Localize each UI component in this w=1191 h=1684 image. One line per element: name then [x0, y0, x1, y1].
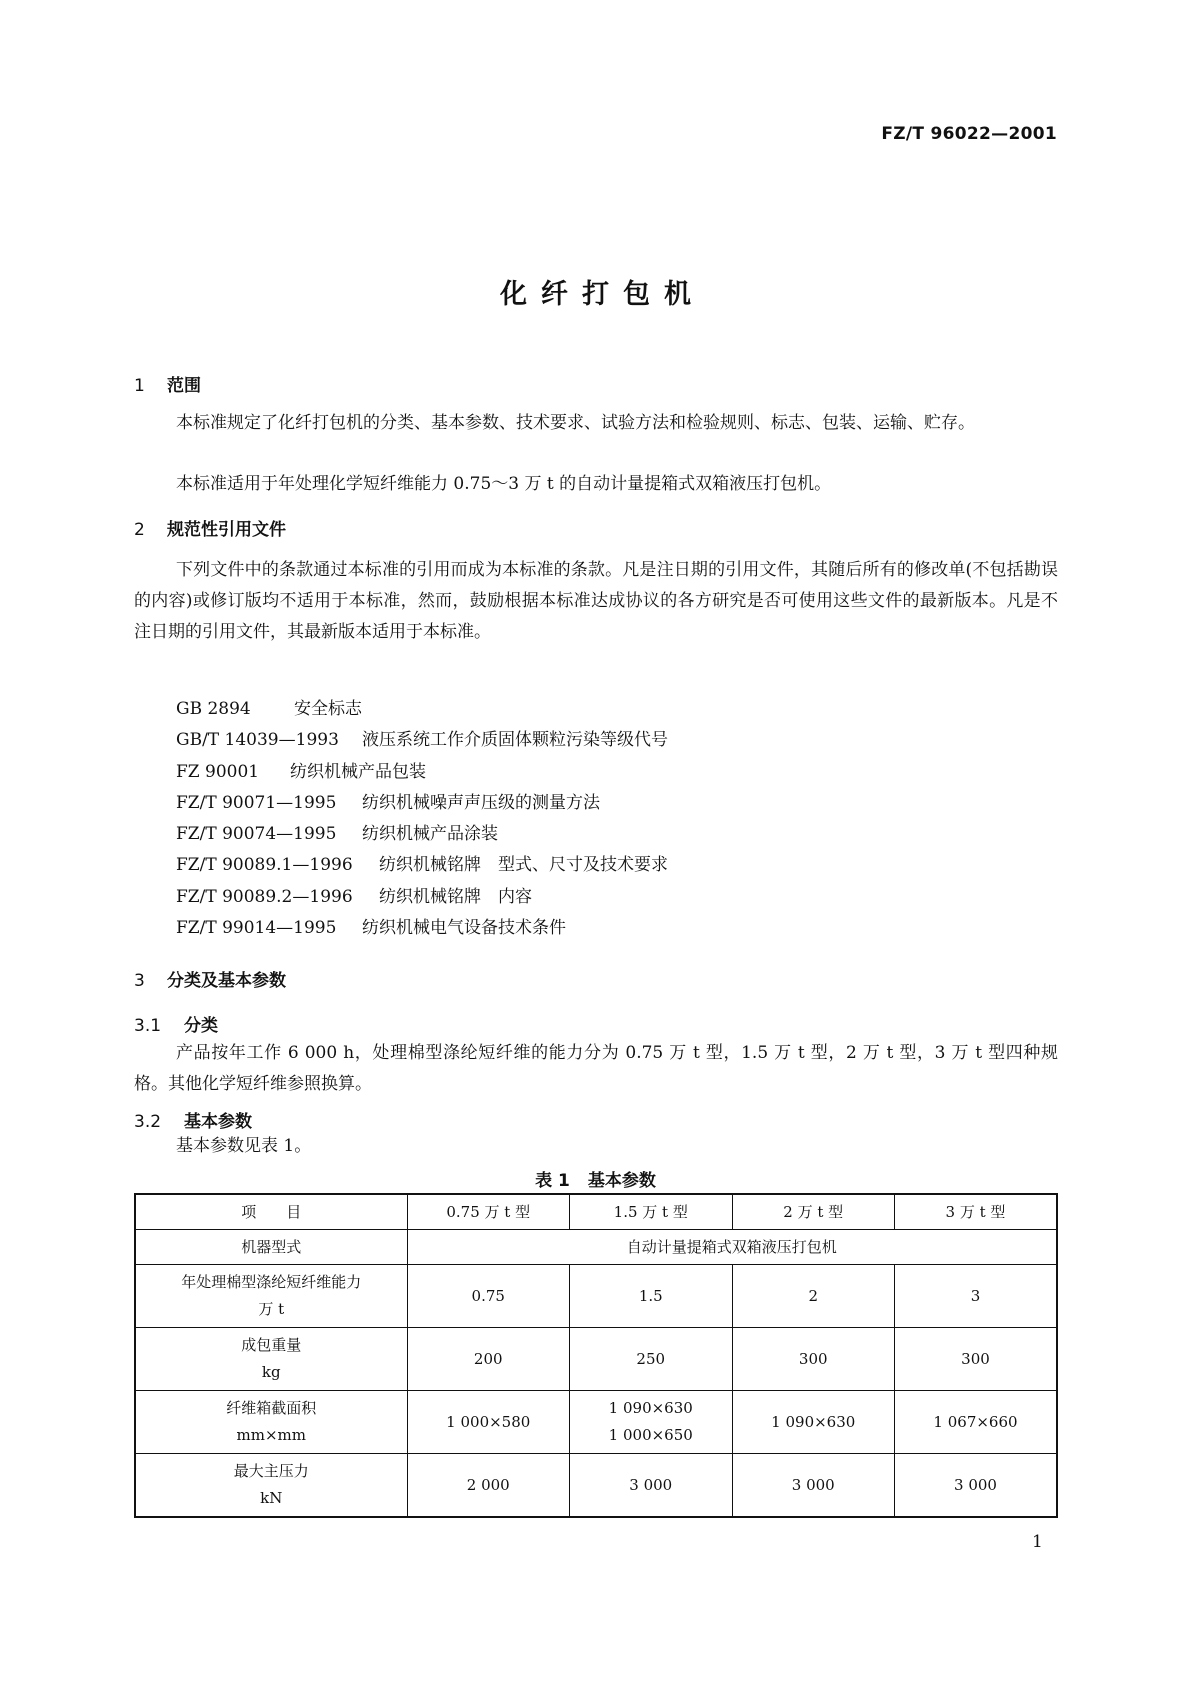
reference-list	[176, 694, 668, 944]
table-row	[135, 1391, 1057, 1454]
section-number: 3.2	[134, 1112, 162, 1132]
section-3-2-paragraph: 基本参数见表 1。	[176, 1136, 312, 1156]
section-title: 基本参数	[184, 1112, 252, 1132]
table-row	[135, 1230, 1057, 1265]
section-title: 范围	[167, 376, 201, 396]
header-cell: 项 目	[135, 1194, 407, 1230]
table-row	[135, 1454, 1057, 1518]
reference-code: FZ 90001	[176, 761, 260, 782]
row-label-name: 最大主压力	[233, 1462, 309, 1480]
table-cell: 3 000	[895, 1454, 1058, 1518]
table-cell: 1.5	[570, 1265, 733, 1328]
row-label-name: 成包重量	[241, 1336, 302, 1354]
basic-parameters-table	[134, 1193, 1058, 1518]
row-label-unit: mm×mm	[236, 1426, 306, 1444]
row-label-unit: kN	[260, 1489, 283, 1507]
table-cell: 3 000	[570, 1454, 733, 1518]
section-number: 2	[134, 520, 145, 540]
reference-code: FZ/T 90071—1995	[176, 792, 337, 813]
reference-item	[176, 788, 668, 819]
reference-title: 安全标志	[294, 699, 362, 719]
table-caption	[0, 1166, 1191, 1191]
reference-title: 纺织机械产品包装	[290, 761, 426, 782]
section-number: 1	[134, 376, 145, 396]
table-header-row	[135, 1194, 1057, 1230]
reference-item	[176, 850, 668, 881]
row-label	[135, 1265, 407, 1328]
table-cell: 1 090×630	[732, 1391, 895, 1454]
reference-item	[176, 882, 668, 913]
header-cell: 2 万 t 型	[732, 1194, 895, 1230]
table-row	[135, 1265, 1057, 1328]
reference-item	[176, 913, 668, 944]
row-label-unit: 万 t	[258, 1300, 285, 1318]
reference-title: 纺织机械产品涂装	[362, 824, 498, 845]
page-number: 1	[1032, 1532, 1043, 1552]
reference-item	[176, 725, 668, 756]
header-cell: 3 万 t 型	[895, 1194, 1058, 1230]
row-label-unit: kg	[261, 1363, 281, 1381]
table-cell: 3	[895, 1265, 1058, 1328]
section-1-heading	[134, 371, 201, 396]
section-3-2-heading	[134, 1107, 252, 1132]
table-number: 表 1	[535, 1171, 570, 1191]
section-title: 分类及基本参数	[167, 971, 286, 991]
table-cell: 0.75	[407, 1265, 570, 1328]
reference-code: GB 2894	[176, 699, 251, 719]
section-title: 规范性引用文件	[167, 520, 286, 540]
table-row	[135, 1328, 1057, 1391]
cell-line: 1 090×630	[608, 1399, 693, 1417]
reference-code: GB/T 14039—1993	[176, 730, 339, 751]
reference-code: FZ/T 90089.1—1996	[176, 855, 353, 876]
reference-item	[176, 757, 668, 788]
table-cell: 2	[732, 1265, 895, 1328]
reference-code: FZ/T 90089.2—1996	[176, 886, 353, 907]
table-cell: 2 000	[407, 1454, 570, 1518]
cell-line: 1 000×650	[608, 1426, 693, 1444]
row-label	[135, 1328, 407, 1391]
section-number: 3	[134, 971, 145, 991]
reference-code: FZ/T 99014—1995	[176, 918, 337, 939]
table-cell: 1 000×580	[407, 1391, 570, 1454]
table-cell: 200	[407, 1328, 570, 1391]
reference-title: 纺织机械铭牌 型式、尺寸及技术要求	[379, 855, 668, 876]
reference-code: FZ/T 90074—1995	[176, 824, 337, 845]
reference-item	[176, 694, 668, 725]
reference-title: 纺织机械铭牌 内容	[379, 886, 532, 907]
row-label-name: 年处理棉型涤纶短纤维能力	[181, 1273, 362, 1291]
table-cell: 250	[570, 1328, 733, 1391]
table-cell: 自动计量提箱式双箱液压打包机	[407, 1230, 1057, 1265]
document-title: 化纤打包机	[500, 279, 705, 310]
reference-title: 液压系统工作介质固体颗粒污染等级代号	[362, 730, 668, 751]
reference-title: 纺织机械噪声声压级的测量方法	[362, 792, 600, 813]
section-2-heading	[134, 515, 286, 540]
row-label: 机器型式	[135, 1230, 407, 1265]
table-cell	[570, 1391, 733, 1454]
standard-code: FZ/T 96022—2001	[881, 124, 1057, 144]
section-1-paragraph-1: 本标准规定了化纤打包机的分类、基本参数、技术要求、试验方法和检验规则、标志、包装、运输、贮存。	[176, 413, 975, 433]
table-title: 基本参数	[587, 1171, 656, 1191]
section-3-heading	[134, 966, 286, 991]
table-cell: 3 000	[732, 1454, 895, 1518]
reference-title: 纺织机械电气设备技术条件	[362, 918, 566, 939]
row-label-name: 纤维箱截面积	[226, 1399, 317, 1417]
section-number: 3.1	[134, 1016, 162, 1036]
table-cell: 300	[732, 1328, 895, 1391]
header-cell: 0.75 万 t 型	[407, 1194, 570, 1230]
section-3-1-heading	[134, 1011, 218, 1036]
section-1-paragraph-2: 本标准适用于年处理化学短纤维能力 0.75～3 万 t 的自动计量提箱式双箱液压打包机。	[176, 474, 832, 494]
table-cell: 1 067×660	[895, 1391, 1058, 1454]
row-label	[135, 1391, 407, 1454]
table-cell: 300	[895, 1328, 1058, 1391]
reference-item	[176, 819, 668, 850]
row-label	[135, 1454, 407, 1518]
section-title: 分类	[184, 1016, 218, 1036]
section-3-1-paragraph: 产品按年工作 6 000 h，处理棉型涤纶短纤维的能力分为 0.75 万 t 型，1.5 万 t 型，2 万 t 型，3 万 t 型四种规格。其他化学短纤维参照换算。	[134, 1043, 1058, 1094]
section-2-intro: 下列文件中的条款通过本标准的引用而成为本标准的条款。凡是注日期的引用文件，其随后所有的修改单(不包括勘误的内容)或修订版均不适用于本标准，然而，鼓励根据本标准达成协议的各方研究是否可使用这些文件的最新版本。凡是不注日期的引用文件，其最新版本适用于本标准。	[134, 560, 1058, 642]
header-cell: 1.5 万 t 型	[570, 1194, 733, 1230]
